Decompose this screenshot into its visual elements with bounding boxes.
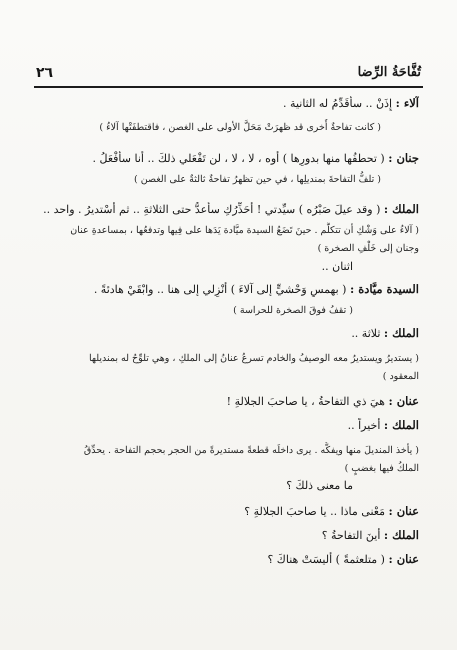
stage-direction [36,350,419,366]
stage-direction-text: وجنان إلى خَلْفِ الصخرة ) [317,243,419,254]
stage-direction [36,460,419,476]
dialogue-text: ما معنى ذلكَ ؟ [286,479,353,492]
dialogue-line [36,478,353,493]
dialogue-line [36,151,419,166]
stage-direction [36,302,353,318]
speaker-name: الملك : [383,202,419,216]
stage-direction [36,442,419,458]
page-header [36,64,421,84]
stage-direction [36,240,419,256]
dialogue-line [36,326,419,341]
speaker-name: عنان : [388,394,419,408]
speaker-name: الملك : [383,418,419,432]
stage-direction-text: الملكُ فيها بغضبٍ ) [344,463,419,474]
speaker-name: آلاء : [395,96,419,110]
stage-direction [36,368,419,384]
dialogue-line [36,418,419,433]
dialogue-line [36,394,419,409]
speaker-name: الملك : [383,326,419,340]
dialogue-line [36,552,419,567]
header-rule [34,86,423,88]
dialogue-line [36,282,419,297]
speaker-name: الملك : [383,528,419,542]
page-number: ٢٦ [36,65,54,81]
dialogue-line [36,202,419,217]
dialogue-line [36,528,419,543]
speaker-name: السيدة ميَّادة : [349,282,419,296]
dialogue-line [36,96,419,111]
dialogue-text: ( تحطفُها منها بدورِها ) أوه ، لا ، لا ، لن تَفْعَلي ذلكَ .. أنا سأفْعَلُ . [92,152,385,165]
speaker-name: عنان : [388,504,419,518]
stage-direction-text: ( كانت تفاحةٌ أُخرى قد ظهرَتْ مَحَلَّ الأولى على الغصن ، فاقتطفَتْها آلاءُ ) [99,122,381,133]
dialogue-line [36,504,419,519]
dialogue-text: ( متلعثمةً ) أليسَتْ هناكَ ؟ [267,553,385,566]
book-title: تُفَّاحَةُ الرِّضا [357,65,421,80]
stage-direction-text: ( تقفُ فوقَ الصخرة للحراسة ) [233,305,353,316]
speaker-name: عنان : [388,552,419,566]
stage-direction [36,171,381,187]
stage-direction-text: ( يستديرُ ويستديرُ معه الوصيفُ والخادم تسرعُ عنانُ إلى الملكِ ، وهي تلوِّحُ له بمنديلها [88,353,419,364]
page-bottom-margin [0,610,457,650]
speaker-name: جنان : [388,151,419,165]
dialogue-text: هيَ ذي التفاحةُ ، يا صاحبَ الجلالةِ ! [226,395,385,408]
dialogue-text: مَعْنى ماذا .. يا صاحبَ الجلالةِ ؟ [244,505,385,518]
dialogue-text: ( بهمسٍ وَحْشيٍّ إلى آلاءَ ) أَنْزِلي إلى هنا .. وابْقَيْ هادئةً . [93,283,347,296]
stage-direction [36,119,381,135]
stage-direction [36,222,419,238]
stage-direction-text: ( تلفُّ التفاحةَ بمنديلِها ، في حين تظهرُ تفاحةٌ ثالثةٌ على الغصن ) [134,174,381,185]
dialogue-text: ثلاثة .. [351,327,381,340]
dialogue-line [36,259,353,274]
dialogue-text: ( وقد عيلَ صَبْرُه ) سيِّدتي ! أُحَذِّرُكِ سأعدُّ حتى الثلاثةِ .. ثم أَسْتديرُ . واحد .. [43,203,381,216]
dialogue-text: أخيراً .. [347,419,381,432]
dialogue-text: اثنان .. [321,260,353,273]
stage-direction-text: ( يأخذ المنديلَ منها ويفكُّه . يرى داخلَه قطعةً مستديرةً من الحجر بحجم التفاحة . يحدِّقُ [83,445,419,456]
stage-direction-text: ( آلاءُ على وَشْكِ أن تتكلَّم . حينَ تَضَعُ السيدة ميَّادة يَدَها على فِيها وتدفعُها ، بمساعدةِ عنان [70,225,419,236]
dialogue-text: أينَ التفاحةُ ؟ [321,529,381,542]
stage-direction-text: المعقود ) [382,371,419,382]
dialogue-text: إِذَنْ .. سأُقَدِّمُ له الثانية . [283,97,393,110]
